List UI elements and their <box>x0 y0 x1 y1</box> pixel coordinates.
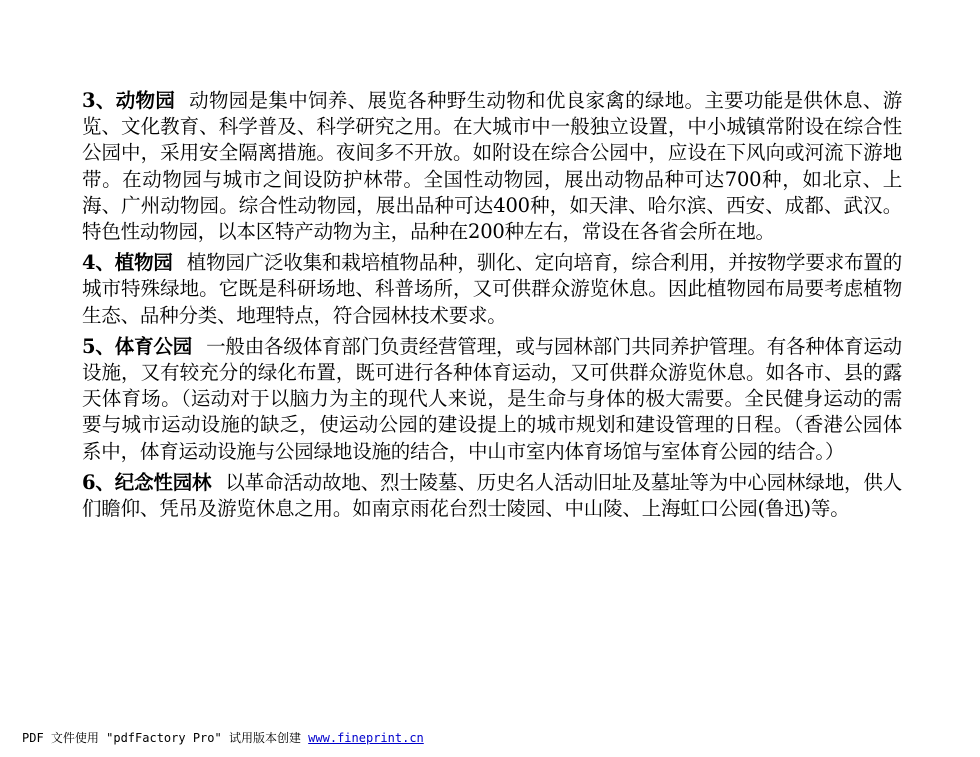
section-botanical-garden <box>82 250 902 329</box>
footer-text: PDF 文件使用 "pdfFactory Pro" 试用版本创建 <box>22 731 309 745</box>
section-body-memorial-garden: 以革命活动故地、烈士陵墓、历史名人活动旧址及墓址等为中心园林绿地，供人们瞻仰、凭吊及游览休息之用。如南京雨花台烈士陵园、中山陵、上海虹口公园(鲁迅)等。 <box>82 470 902 521</box>
section-body-sports-park: 一般由各级体育部门负责经营管理，或与园林部门共同养护管理。有各种体育运动设施，又有较充分的绿化布置，既可进行各种体育运动，又可供群众游览休息。如各市、县的露天体育场。（运动对于以脑力为主的现代人来说，是生命与身体的极大需要。全民健身运动的需要与城市运动设施的缺乏，使运动公园的建设提上的城市规划和建设管理的日程。（香港公园体系中，体育运动设施与公园绿地设施的结合，中山市室内体育场馆与室体育公园的结合。） <box>82 334 902 463</box>
pdf-footer <box>22 729 424 746</box>
section-heading-sports-park: 5、体育公园 <box>82 334 193 358</box>
section-memorial-garden <box>82 470 902 522</box>
section-body-zoo: 动物园是集中饲养、展览各种野生动物和优良家禽的绿地。主要功能是供休息、游览、文化教育、科学普及、科学研究之用。在大城市中一般独立设置，中小城镇常附设在综合性公园中，采用安全隔离措施。夜间多不开放。如附设在综合公园中，应设在下风向或河流下游地带。在动物园与城市之间设防护林带。全国性动物园，展出动物品种可达700种，如北京、上海、广州动物园。综合性动物园，展出品种可达400种，如天津、哈尔滨、西安、成都、武汉。特色性动物园，以本区特产动物为主，品种在200种左右，常设在各省会所在地。 <box>82 89 902 244</box>
section-zoo <box>82 88 902 245</box>
document-page <box>82 88 902 527</box>
section-sports-park <box>82 334 902 465</box>
section-body-botanical-garden: 植物园广泛收集和栽培植物品种，驯化、定向培育，综合利用，并按物学要求布置的城市特殊绿地。它既是科研场地、科普场所，又可供群众游览休息。因此植物园布局要考虑植物生态、品种分类、地理特点，符合园林技术要求。 <box>82 251 902 327</box>
footer-link[interactable]: www.fineprint.cn <box>308 731 424 745</box>
section-heading-botanical-garden: 4、植物园 <box>82 251 173 275</box>
section-heading-memorial-garden: 6、纪念性园林 <box>82 470 212 494</box>
section-heading-zoo: 3、动物园 <box>82 89 176 112</box>
